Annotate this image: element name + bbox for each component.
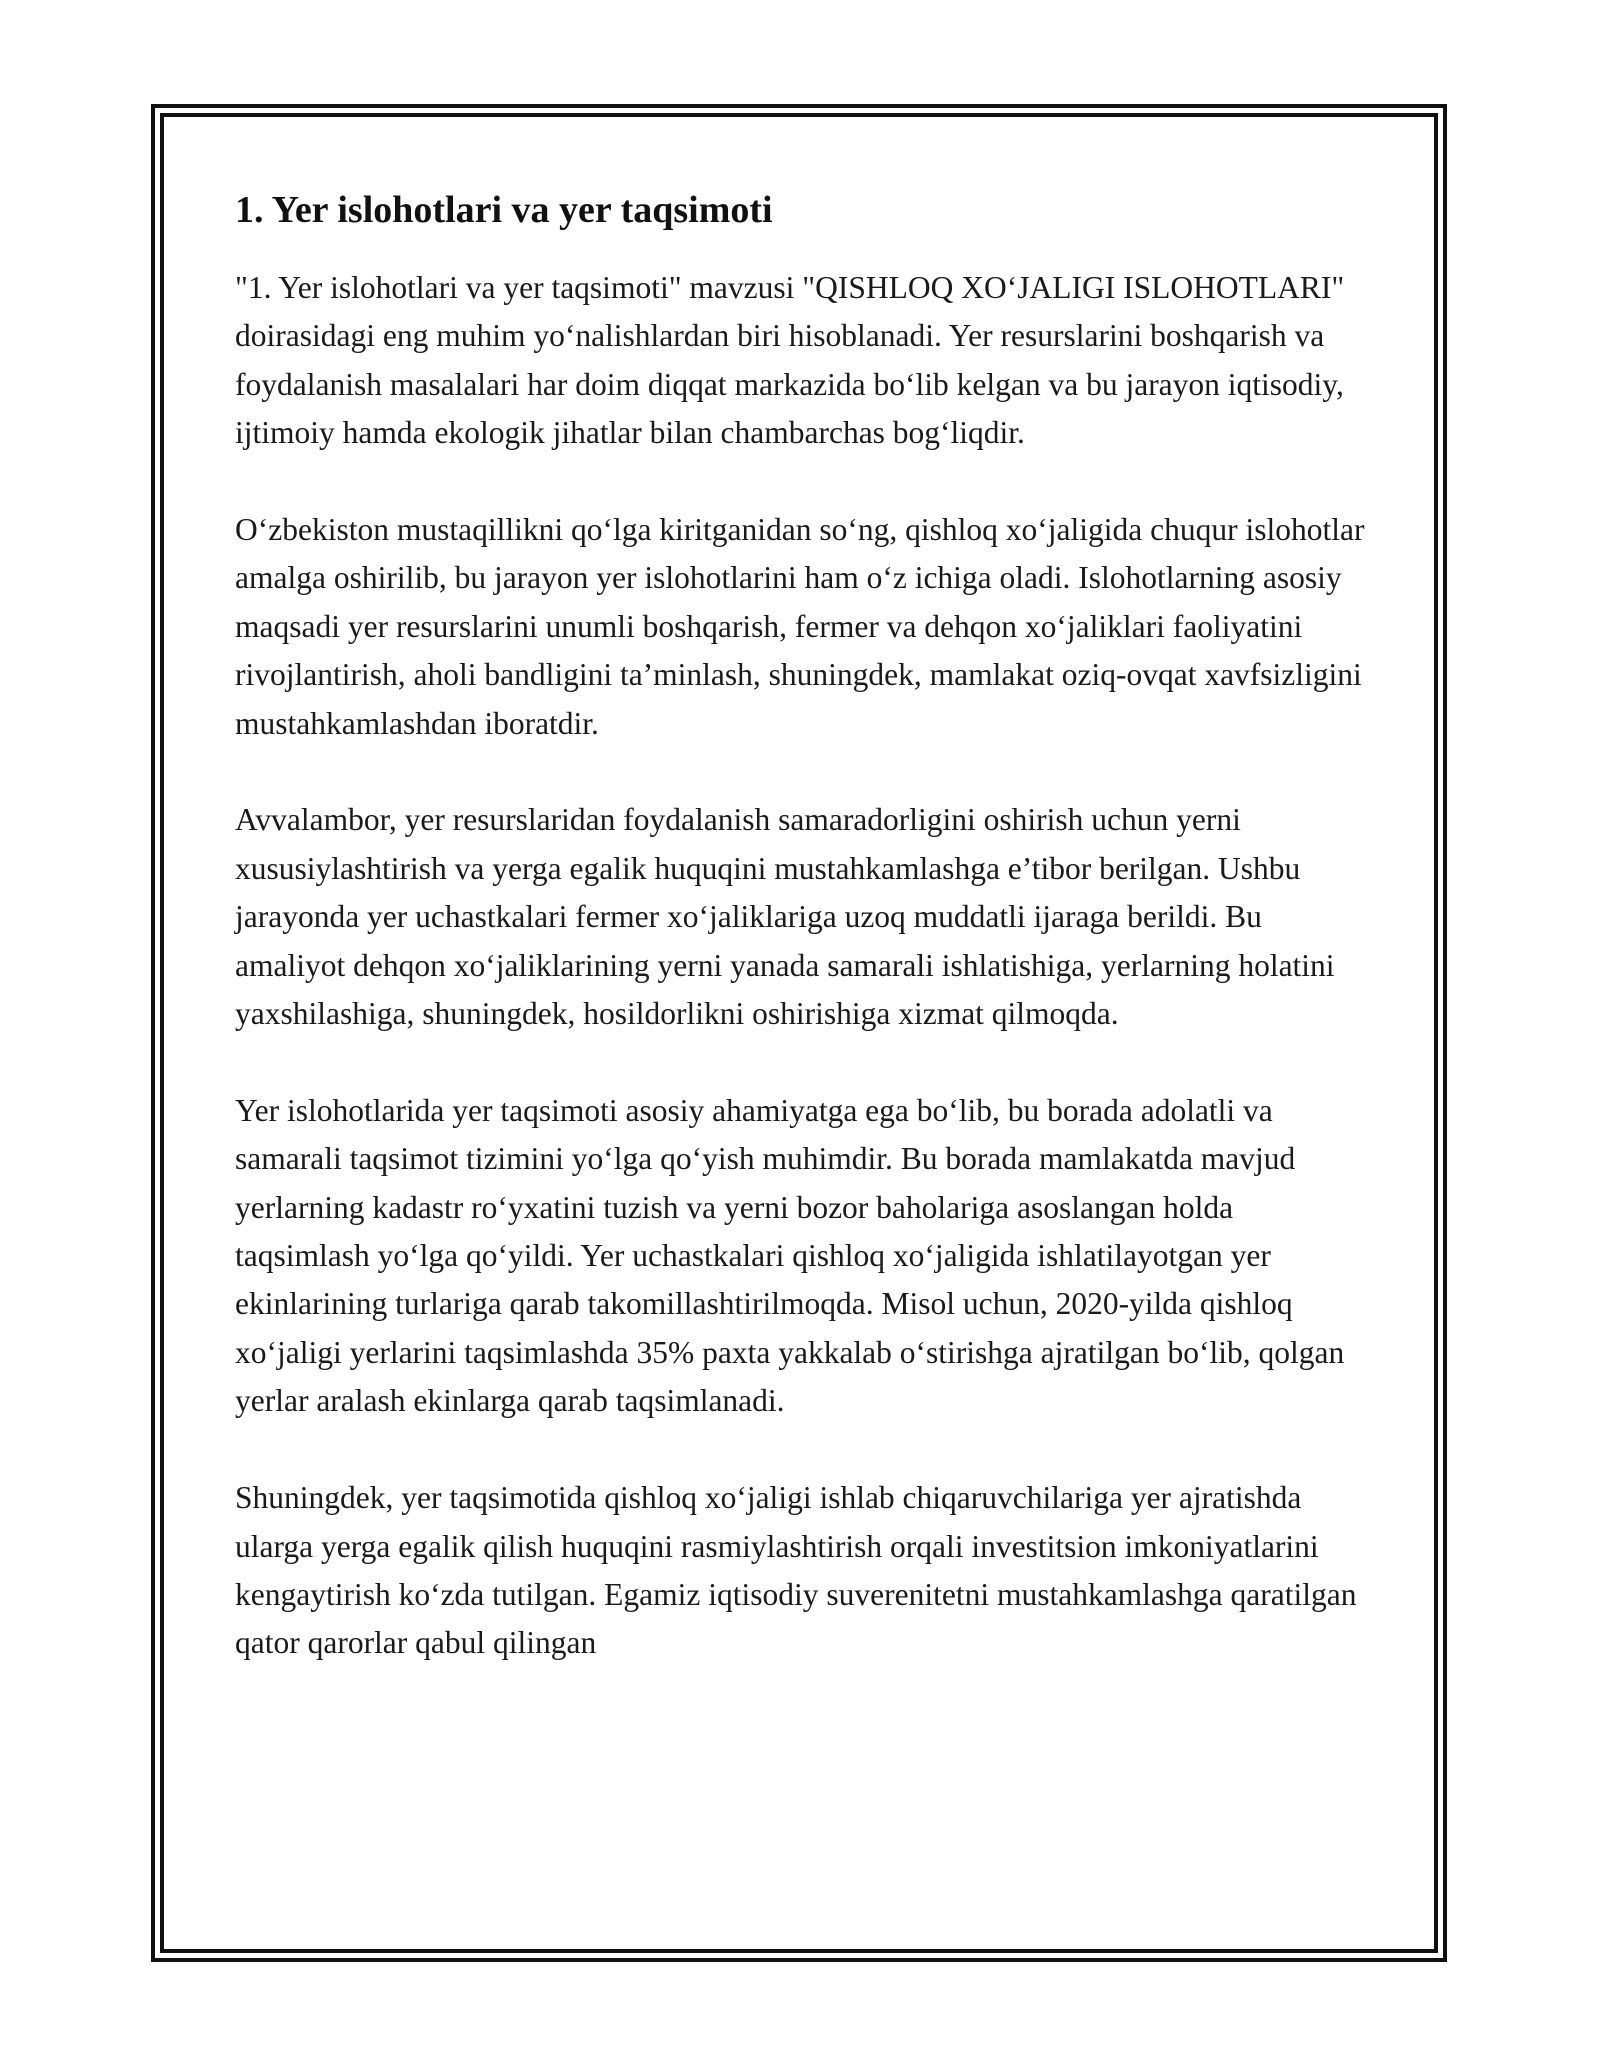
page-title: 1. Yer islohotlari va yer taqsimoti xyxy=(235,189,773,231)
paragraph-3: Avvalambor, yer resurslaridan foydalanish samaradorligini oshirish uchun yerni xususiylashtirish va yerga egalik huquqini mustahkamlashga e’tibor berilgan. Ushbu jarayonda yer uchastkalari fermer xo‘jaliklariga uzoq muddatli ijaraga berildi. Bu amaliyot dehqon xo‘jaliklarining yerni yanada samarali ishlatishiga, yerlarning holatini yaxshilashiga, shuningdek, hosildorlikni oshirishiga xizmat qilmoqda. xyxy=(235,802,1335,1032)
paragraph-4: Yer islohotlarida yer taqsimoti asosiy ahamiyatga ega bo‘lib, bu borada adolatli va samarali taqsimot tizimini yo‘lga qo‘yish muhimdir. Bu borada mamlakatda mavjud yerlarning kadastr ro‘yxatini tuzish va yerni bozor baholariga asoslangan holda taqsimlash yo‘lga qo‘yildi. Yer uchastkalari qishloq xo‘jaligida ishlatilayotgan yer ekinlarining turlariga qarab takomillashtirilmoqda. Misol uchun, 2020-yilda qishloq xo‘jaligi yerlarini taqsimlashda 35% paxta yakkalab o‘stirishga ajratilgan bo‘lib, qolgan yerlar aralash ekinlarga qarab taqsimlanadi. xyxy=(235,1092,1345,1419)
paragraph-1: "1. Yer islohotlari va yer taqsimoti" mavzusi "QISHLOQ XO‘JALIGI ISLOHOTLARI" doirasidagi eng muhim yo‘nalishlardan biri hisoblanadi. Yer resurslarini boshqarish va foydalanish masalalari har doim diqqat markazida bo‘lib kelgan va bu jarayon iqtisodiy, ijtimoiy hamda ekologik jihatlar bilan chambarchas bog‘liqdir. xyxy=(235,270,1345,451)
paragraph-5: Shuningdek, yer taqsimotida qishloq xo‘jaligi ishlab chiqaruvchilariga yer ajratishda ularga yerga egalik qilish huquqini rasmiylashtirish orqali investitsion imkoniyatlarini kengaytirish ko‘zda tutilgan. Egamiz iqtisodiy suverenitetni mustahkamlashga qaratilgan qator qarorlar qabul qilingan xyxy=(235,1480,1357,1661)
document-body xyxy=(235,186,1375,1716)
paragraph-2: O‘zbekiston mustaqillikni qo‘lga kiritganidan so‘ng, qishloq xo‘jaligida chuqur islohotlar amalga oshirilib, bu jarayon yer islohotlarini ham o‘z ichiga oladi. Islohotlarning asosiy maqsadi yer resurslarini unumli boshqarish, fermer va dehqon xo‘jaliklari faoliyatini rivojlantirish, aholi bandligini ta’minlash, shuningdek, mamlakat oziq-ovqat xavfsizligini mustahkamlashdan iboratdir. xyxy=(235,512,1365,741)
